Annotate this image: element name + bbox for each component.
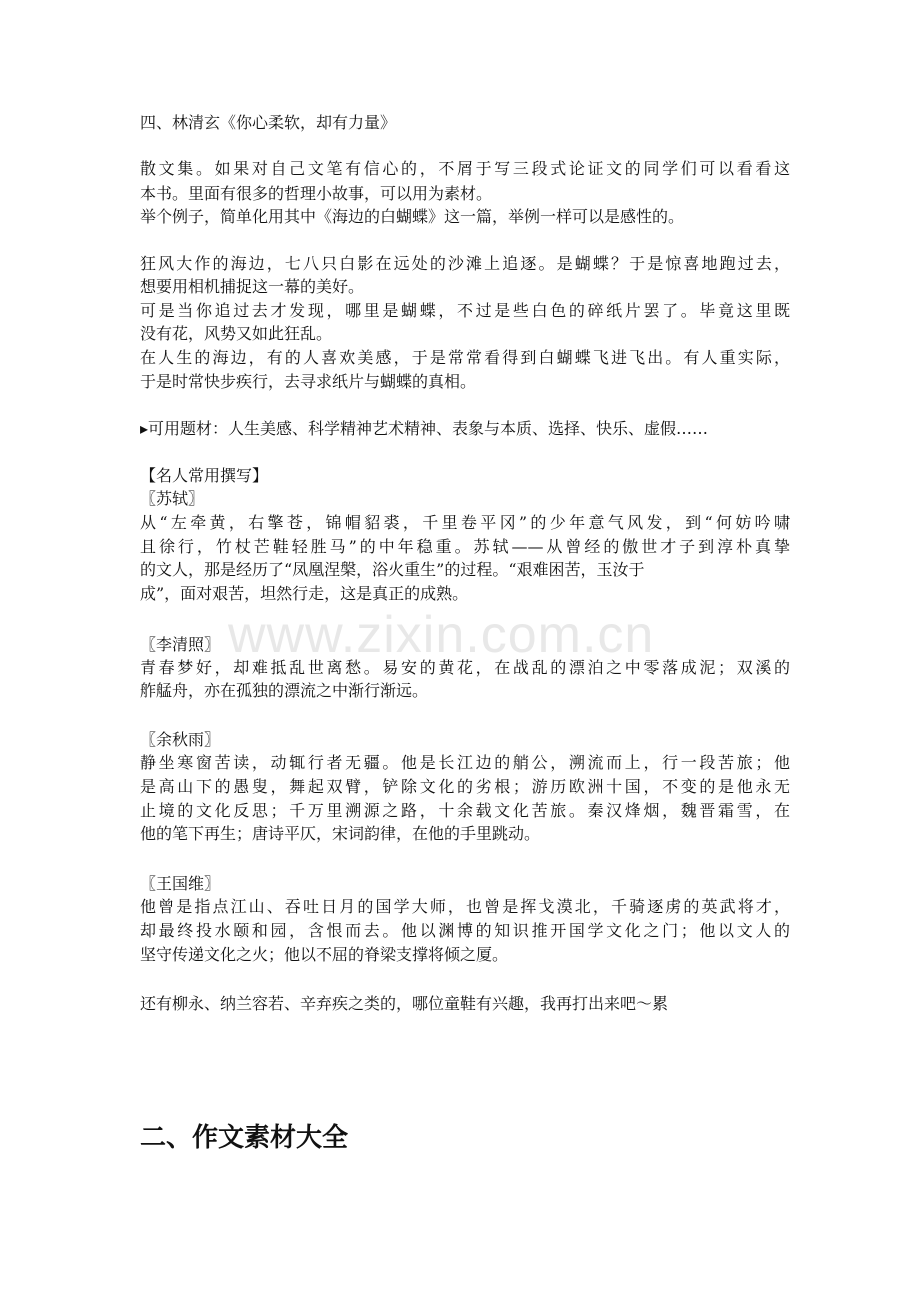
intro-line: 本书。里面有很多的哲理小故事，可以用为素材。: [140, 184, 493, 203]
story-line: 狂风大作的海边，七八只白影在远处的沙滩上追逐。是蝴蝶？于是惊喜地跑过去，: [140, 254, 790, 273]
sushi-line: 从“左牵黄，右擎苍，锦帽貂裘，千里卷平冈”的少年意气风发，到“何妨吟啸: [140, 513, 790, 532]
person-name-wangguowei: 〖王国维〗: [140, 874, 221, 893]
yuqiuyu-line: 是高山下的愚叟，舞起双臂，铲除文化的劣根；游历欧洲十国，不变的是他永无: [140, 777, 790, 796]
sushi-line: 成”，面对艰苦，坦然行走，这是真正的成熟。: [140, 584, 469, 603]
liqingzhao-line: 青春梦好，却难抵乱世离愁。易安的黄花，在战乱的漂泊之中零落成泥；双溪的: [140, 658, 790, 677]
yuqiuyu-line: 止境的文化反思；千万里溯源之路，十余载文化苦旅。秦汉烽烟，魏晋霜雪，在: [140, 801, 790, 820]
story-line: 没有花，风势又如此狂乱。: [140, 324, 333, 343]
liqingzhao-line: 舴艋舟，亦在孤独的漂流之中渐行渐远。: [140, 681, 429, 700]
story-line: 在人生的海边，有的人喜欢美感，于是常常看得到白蝴蝶飞进飞出。有人重实际，: [140, 348, 790, 367]
sushi-line: 的文人，那是经历了“凤凰涅槃，浴火重生”的过程。“艰难困苦，玉汝于: [140, 560, 645, 579]
person-name-sushi: 〖苏轼〗: [140, 489, 205, 508]
watermark: www.zixin.com.cn: [228, 606, 655, 664]
famous-heading: 【名人常用撰写】: [140, 466, 269, 485]
story-line: 想要用相机捕捉这一幕的美好。: [140, 277, 365, 296]
story-line: 可是当你追过去才发现，哪里是蝴蝶，不过是些白色的碎纸片罢了。毕竟这里既: [140, 301, 790, 320]
intro-line: 举个例子，简单化用其中《海边的白蝴蝶》这一篇，举例一样可以是感性的。: [140, 207, 685, 226]
wangguowei-line: 坚守传递文化之火；他以不屈的脊梁支撑将倾之厦。: [140, 945, 509, 964]
intro-line: 散文集。如果对自己文笔有信心的，不屑于写三段式论证文的同学们可以看看这: [140, 159, 790, 178]
section-heading: 二、作文素材大全: [140, 1123, 349, 1153]
sushi-line: 且徐行，竹杖芒鞋轻胜马”的中年稳重。苏轼——从曾经的傲世才子到淳朴真挚: [140, 537, 790, 556]
closing-line: 还有柳永、纳兰容若、辛弃疾之类的，哪位童鞋有兴趣，我再打出来吧～累: [140, 994, 669, 1013]
wangguowei-line: 他曾是指点江山、吞吐日月的国学大师，也曾是挥戈漠北，千骑逐虏的英武将才，: [140, 897, 790, 916]
story-line: 于是时常快步疾行，去寻求纸片与蝴蝶的真相。: [140, 372, 477, 391]
section-title: 四、林清玄《你心柔软，却有力量》: [140, 113, 397, 132]
topics-line: ▸可用题材：人生美感、科学精神艺术精神、表象与本质、选择、快乐、虚假……: [140, 419, 709, 438]
yuqiuyu-line: 静坐寒窗苦读，动辄行者无疆。他是长江边的艄公，溯流而上，行一段苦旅；他: [140, 753, 790, 772]
wangguowei-line: 却最终投水颐和园，含恨而去。他以渊博的知识推开国学文化之门；他以文人的: [140, 921, 790, 940]
yuqiuyu-line: 他的笔下再生；唐诗平仄，宋词韵律，在他的手里跳动。: [140, 824, 541, 843]
person-name-yuqiuyu: 〖余秋雨〗: [140, 730, 221, 749]
person-name-liqingzhao: 〖李清照〗: [140, 635, 221, 654]
